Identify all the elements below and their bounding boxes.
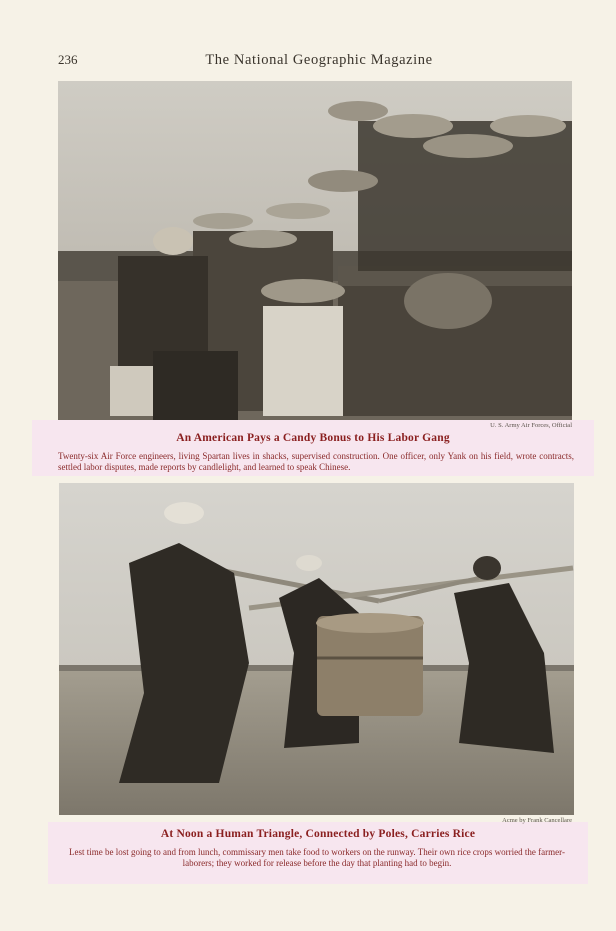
photo-credit: Acme by Frank Cancellare: [502, 817, 572, 824]
magazine-title: The National Geographic Magazine: [205, 52, 433, 68]
photo-candy-bonus: [58, 81, 572, 420]
caption-title: At Noon a Human Triangle, Connected by Poles, Carries Rice: [160, 828, 476, 840]
caption-text: Twenty-six Air Force engineers, living Spartan lives in shacks, supervised construction. One officer, only Yank on his field, wrote contracts, settled labor disputes, made reports by candlelight, and learned to speak Chinese.: [58, 451, 574, 472]
photo-rice-carriers: [59, 483, 574, 815]
caption-title: An American Pays a Candy Bonus to His Labor Gang: [176, 432, 450, 444]
page-number: 236: [58, 52, 78, 67]
running-head: [58, 52, 570, 70]
caption-text: Lest time be lost going to and from lunch, commissary men take food to workers on the runway. Their own rice crops worried the farmer-laborers; they worked for release before the day that planting had to begin.: [69, 847, 565, 868]
photo-credit: U. S. Army Air Forces, Official: [490, 422, 572, 429]
